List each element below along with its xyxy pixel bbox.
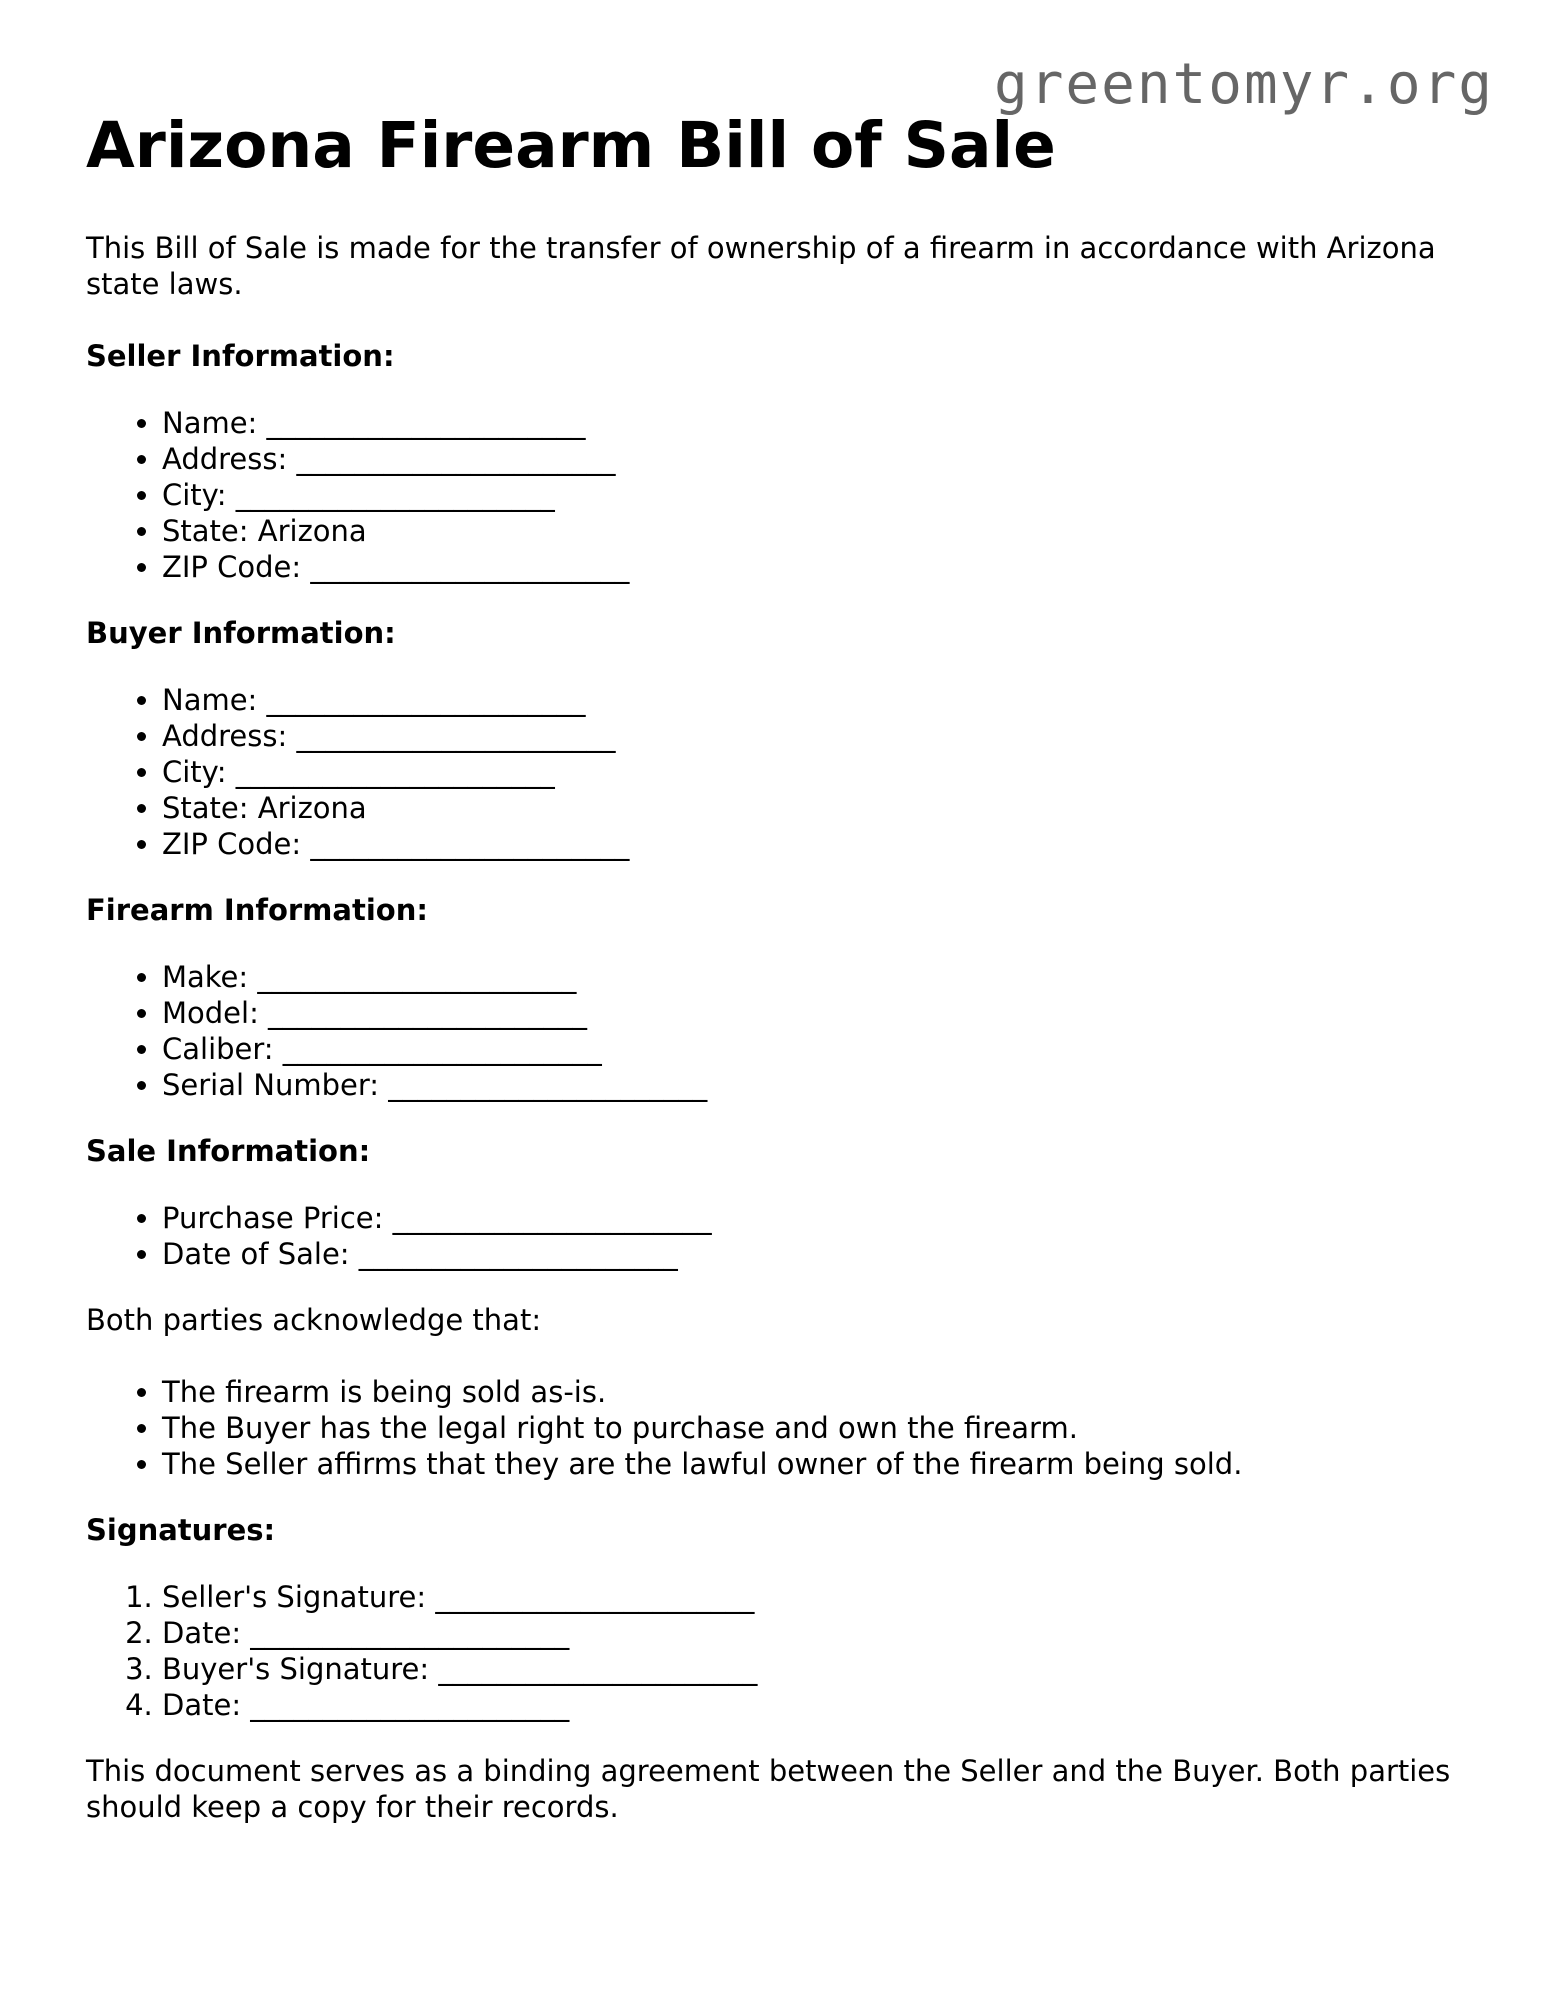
- sale-price-field: • Purchase Price: ______________________: [162, 1200, 1486, 1236]
- buyer-signature-field: 3. Buyer's Signature: ______________________: [162, 1651, 1486, 1687]
- buyer-name-field: • Name: ______________________: [162, 682, 1486, 718]
- firearm-caliber-field: • Caliber: ______________________: [162, 1031, 1486, 1067]
- firearm-heading: Firearm Information:: [86, 893, 428, 927]
- firearm-make-field: • Make: ______________________: [162, 959, 1486, 995]
- buyer-city-field: • City: ______________________: [162, 754, 1486, 790]
- firearm-model-field: • Model: ______________________: [162, 995, 1486, 1031]
- firearm-list: [86, 959, 1486, 1103]
- closing-paragraph: This document serves as a binding agreement between the Seller and the Buyer. Both parties should keep a copy for their records.: [86, 1754, 1451, 1824]
- buyer-address-field: • Address: ______________________: [162, 718, 1486, 754]
- seller-signature-field: 1. Seller's Signature: ______________________: [162, 1579, 1486, 1615]
- acknowledge-item: • The Buyer has the legal right to purchase and own the firearm.: [162, 1410, 1486, 1446]
- document-page: [86, 108, 1486, 1861]
- sale-heading: Sale Information:: [86, 1134, 371, 1168]
- sale-list: [86, 1200, 1486, 1272]
- signatures-heading: Signatures:: [86, 1513, 276, 1547]
- seller-zip-field: • ZIP Code: ______________________: [162, 549, 1486, 585]
- buyer-zip-field: • ZIP Code: ______________________: [162, 826, 1486, 862]
- buyer-state-field: • State: Arizona: [162, 790, 1486, 826]
- seller-address-field: • Address: ______________________: [162, 441, 1486, 477]
- acknowledge-list: [86, 1374, 1486, 1482]
- seller-city-field: • City: ______________________: [162, 477, 1486, 513]
- acknowledge-item: • The Seller affirms that they are the lawful owner of the firearm being sold.: [162, 1446, 1486, 1482]
- seller-name-field: • Name: ______________________: [162, 405, 1486, 441]
- seller-date-field: 2. Date: ______________________: [162, 1615, 1486, 1651]
- acknowledge-item: • The firearm is being sold as-is.: [162, 1374, 1486, 1410]
- signatures-list: [86, 1579, 1486, 1723]
- watermark-text: greentomyr.org: [993, 52, 1494, 117]
- seller-heading: Seller Information:: [86, 339, 395, 373]
- firearm-serial-field: • Serial Number: ______________________: [162, 1067, 1486, 1103]
- acknowledge-intro: Both parties acknowledge that:: [86, 1303, 542, 1337]
- buyer-heading: Buyer Information:: [86, 616, 396, 650]
- seller-state-field: • State: Arizona: [162, 513, 1486, 549]
- intro-paragraph: This Bill of Sale is made for the transfer of ownership of a firearm in accordance with Arizona state laws.: [86, 231, 1436, 301]
- sale-date-field: • Date of Sale: ______________________: [162, 1236, 1486, 1272]
- buyer-list: [86, 682, 1486, 862]
- seller-list: [86, 405, 1486, 585]
- document-title: Arizona Firearm Bill of Sale: [86, 109, 1056, 182]
- buyer-date-field: 4. Date: ______________________: [162, 1687, 1486, 1723]
